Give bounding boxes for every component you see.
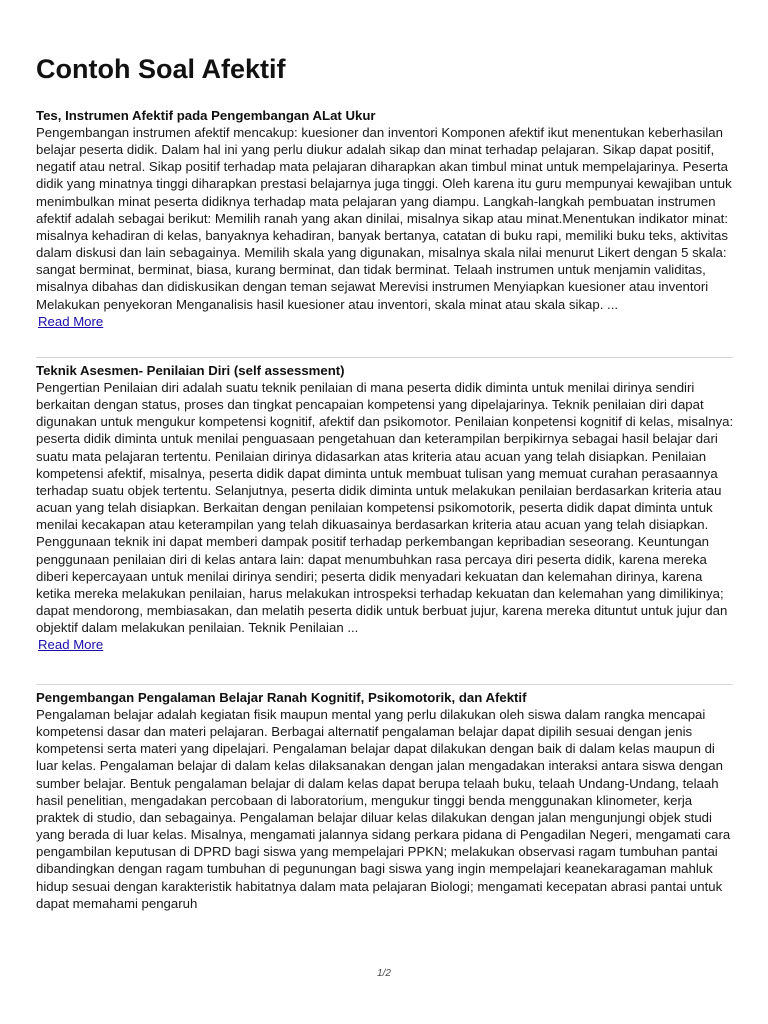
- read-more-link[interactable]: Read More: [38, 313, 104, 329]
- page-number: 1/2: [377, 968, 391, 979]
- article-body: Pengembangan instrumen afektif mencakup: kuesioner dan inventori Komponen afektif ikut menentukan keberhasilan belajar peserta didik. Dalam hal ini yang perlu diukur adalah sikap dan minat terhadap pelajaran. Sikap dapat positif, negatif atau netral. Sikap positif terhadap mata pelajaran diharapkan akan timbul minat untuk mempelajarinya. Peserta didik yang minatnya tinggi diharapkan prestasi belajarnya juga tinggi. Oleh karena itu guru mempunyai kewajiban untuk menimbulkan minat peserta didiknya terhadap mata pelajaran yang diampu. Langkah-langkah pembuatan instrumen afektif adalah sebagai berikut: Memilih ranah yang akan dinilai, misalnya sikap atau minat.Menentukan indikator minat: misalnya kehadiran di kelas, banyaknya kehadiran, banyak bertanya, catatan di buku rapi, memiliki buku teks, aktivitas dalam diskusi dan lain sebagainya. Memilih skala yang digunakan, misalnya skala nilai menurut Likert dengan 5 skala: sangat berminat, berminat, biasa, kurang berminat, dan tidak berminat. Telaah instrumen untuk menjamin validitas, misalnya dibahas dan didiskusikan dengan teman sejawat Merevisi instrumen Menyiapkan kuesioner atau inventori Melakukan penyekoran Menganalisis hasil kuesioner atau inventori, skala minat atau skala sikap. ...: [36, 125, 732, 312]
- page-title: Contoh Soal Afektif: [36, 54, 286, 84]
- article-3: [36, 689, 736, 912]
- divider: [36, 357, 733, 358]
- article-body: Pengertian Penilaian diri adalah suatu teknik penilaian di mana peserta didik diminta untuk menilai dirinya sendiri berkaitan dengan status, proses dan tingkat pencapaian kompetensi yang dipelajarinya. Teknik penilaian diri dapat digunakan untuk mengukur kompetensi kognitif, afektif dan psikomotor. Penilaian konpetensi kognitif di kelas, misalnya: peserta didik diminta untuk menilai penguasaan pengetahuan dan keterampilan berpikirnya sebagai hasil belajar dari suatu mata pelajaran tertentu. Penilaian dirinya didasarkan atas kriteria atau acuan yang telah disiapkan. Penilaian kompetensi afektif, misalnya, peserta didik dapat diminta untuk membuat tulisan yang memuat curahan perasaannya terhadap suatu objek tertentu. Selanjutnya, peserta didik diminta untuk melakukan penilaian berdasarkan kriteria atau acuan yang telah disiapkan. Berkaitan dengan penilaian kompetensi psikomotorik, peserta didik dapat diminta untuk menilai kecakapan atau keterampilan yang telah dikuasainya berdasarkan kriteria atau acuan yang telah disiapkan. Penggunaan teknik ini dapat memberi dampak positif terhadap perkembangan kepribadian seseorang. Keuntungan penggunaan penilaian diri di kelas antara lain: dapat menumbuhkan rasa percaya diri peserta didik, karena mereka diberi kepercayaan untuk menilai dirinya sendiri; peserta didik menyadari kekuatan dan kelemahan dirinya, karena ketika mereka melakukan penilaian, harus melakukan introspeksi terhadap kekuatan dan kelemahan yang dimilikinya; dapat mendorong, membiasakan, dan melatih peserta didik untuk berbuat jujur, karena mereka dituntut untuk jujur dan objektif dalam melakukan penilaian. Teknik Penilaian ...: [36, 380, 734, 636]
- article-2: [36, 362, 736, 654]
- article-1: [36, 107, 736, 331]
- article-heading: Teknik Asesmen- Penilaian Diri (self assessment): [36, 363, 345, 378]
- article-heading: Pengembangan Pengalaman Belajar Ranah Kognitif, Psikomotorik, dan Afektif: [36, 690, 527, 705]
- read-more-link[interactable]: Read More: [38, 637, 104, 653]
- divider: [36, 684, 733, 685]
- article-body: Pengalaman belajar adalah kegiatan fisik maupun mental yang perlu dilakukan oleh siswa dalam rangka mencapai kompetensi dasar dan materi pelajaran. Berbagai alternatif pengalaman belajar dapat dipilih sesuai dengan jenis kompetensi serta materi yang dipelajari. Pengalaman belajar dapat dilakukan dengan baik di dalam kelas maupun di luar kelas. Pengalaman belajar di dalam kelas dilaksanakan dengan jalan mengadakan interaksi antara siswa dengan sumber belajar. Bentuk pengalaman belajar di dalam kelas dapat berupa telaah buku, telaah Undang-Undang, telaah hasil penelitian, mengadakan percobaan di laboratorium, mengukur tinggi benda menggunakan klinometer, kerja praktek di studio, dan sebagainya. Pengalaman belajar diluar kelas dilakukan dengan jalan mengunjungi objek studi yang berada di luar kelas. Misalnya, mengamati jalannya sidang perkara pidana di Pengadilan Negeri, mengamati cara pengambilan keputusan di DPRD bagi siswa yang mempelajari PPKN; melakukan observasi ragam tumbuhan pantai dibandingkan dengan ragam tumbuhan di pegunungan bagi siswa yang ingin mempelajari keanekaragaman mahluk hidup sesuai dengan karakteristik habitatnya dalam mata pelajaran Biologi; mengamati kecepatan abrasi pantai untuk dapat memahami pengaruh: [36, 707, 731, 911]
- article-heading: Tes, Instrumen Afektif pada Pengembangan ALat Ukur: [36, 108, 376, 123]
